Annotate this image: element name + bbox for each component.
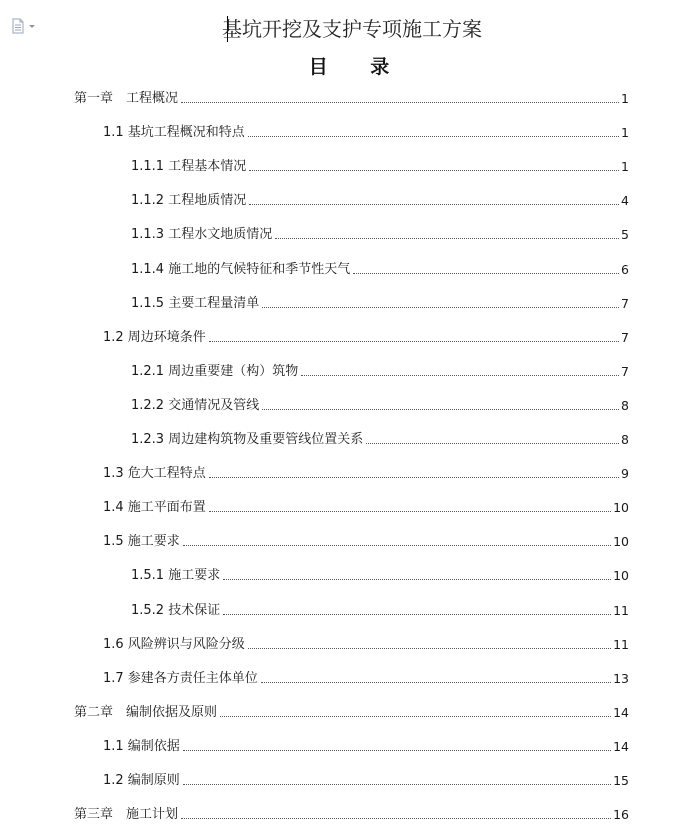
toc-entry-text: 1.1.2 工程地质情况 <box>131 193 247 209</box>
toc-entry[interactable] <box>103 770 629 790</box>
toc-entry-text: 1.7 参建各方责任主体单位 <box>103 670 258 686</box>
toc-page-number: 8 <box>621 397 629 413</box>
toc-page-number: 7 <box>621 329 629 345</box>
toc-page-number: 6 <box>621 261 629 277</box>
toc-entry-text: 1.6 风险辨识与风险分级 <box>103 636 245 652</box>
toc-dot-leader <box>248 648 611 649</box>
toc-entry-text: 1.2 周边环境条件 <box>103 329 206 345</box>
toc-entry[interactable] <box>131 565 629 585</box>
toc-dot-leader <box>223 614 611 615</box>
toc-entry-text: 1.5.2 技术保证 <box>131 602 221 618</box>
toc-entry[interactable] <box>103 122 629 142</box>
toc-dot-leader <box>275 238 619 239</box>
toc-entry-text: 1.2 编制原则 <box>103 773 180 788</box>
toc-entry-text: 1.2.3 周边建构筑物及重要管线位置关系 <box>131 432 364 447</box>
toc-dot-leader <box>353 273 619 274</box>
toc-dot-leader <box>209 511 611 512</box>
toc-entry[interactable] <box>131 190 629 210</box>
toc-page-number: 16 <box>613 807 629 823</box>
toc-dot-leader <box>248 136 619 137</box>
toc-entry[interactable] <box>74 702 629 722</box>
document-title[interactable]: 基坑开挖及支护专项施工方案 <box>222 17 482 41</box>
toc-dot-leader <box>249 204 619 205</box>
toc-dot-leader <box>223 579 611 580</box>
toc-entry[interactable] <box>131 259 629 279</box>
toc-dot-leader <box>301 375 619 376</box>
toc-page-number: 14 <box>613 704 629 720</box>
toc-entry-text: 1.1.5 主要工程量清单 <box>131 295 260 311</box>
toc-page-number: 9 <box>621 466 629 482</box>
toc-entry-text: 1.1.4 施工地的气候特征和季节性天气 <box>131 261 351 277</box>
toc-entry[interactable] <box>103 531 629 551</box>
toc-entry[interactable] <box>103 497 629 517</box>
toc-page-number: 7 <box>621 295 629 311</box>
toc-page-number: 1 <box>621 91 629 106</box>
toc-dot-leader <box>209 477 619 478</box>
toc-page-number: 14 <box>613 738 629 754</box>
toc-entry-text: 1.2.2 交通情况及管线 <box>131 397 260 413</box>
toc-dot-leader <box>181 102 619 103</box>
toc-page-number: 10 <box>613 568 629 584</box>
toc-entry[interactable] <box>131 224 629 244</box>
toc-dot-leader <box>366 443 619 444</box>
toc-page-number: 10 <box>613 500 629 516</box>
toc-entry-text: 第一章 工程概况 <box>74 91 179 106</box>
toc-dot-leader <box>183 545 611 546</box>
toc-entry[interactable] <box>103 327 629 347</box>
toc-page-number: 8 <box>621 432 629 447</box>
toc-entry-text: 第三章 施工计划 <box>74 807 179 823</box>
toc-entry-text: 1.1.3 工程水文地质情况 <box>131 227 273 243</box>
toc-dot-leader <box>220 716 611 717</box>
toc-dot-leader <box>249 170 619 171</box>
toc-entry[interactable] <box>103 634 629 654</box>
toc-entry-text: 1.1.1 工程基本情况 <box>131 159 247 175</box>
toc-entry-text: 1.5.1 施工要求 <box>131 568 221 584</box>
toc-page-number: 13 <box>613 670 629 686</box>
toc-entry-text: 第二章 编制依据及原则 <box>74 704 218 720</box>
toc-entry[interactable] <box>131 600 629 620</box>
toc-entry[interactable] <box>74 88 629 108</box>
toc-dot-leader <box>261 682 611 683</box>
toc-page-number: 4 <box>621 193 629 209</box>
toc-entry-text: 1.2.1 周边重要建（构）筑物 <box>131 363 299 379</box>
toc-entry[interactable] <box>131 361 629 381</box>
toc-page-number: 15 <box>613 773 629 788</box>
toc-page-number: 10 <box>613 534 629 550</box>
toc-page-number: 11 <box>613 636 629 652</box>
toc-dot-leader <box>262 307 619 308</box>
toc-page-number: 7 <box>621 363 629 379</box>
toc-dot-leader <box>183 784 611 785</box>
toc-dot-leader <box>183 750 611 751</box>
toc-entry[interactable] <box>103 736 629 756</box>
toc-page-number: 1 <box>621 125 629 141</box>
toc-entry[interactable] <box>131 293 629 313</box>
toc-entry[interactable] <box>131 429 629 449</box>
toc-entry[interactable] <box>131 156 629 176</box>
toc-entry-text: 1.1 编制依据 <box>103 738 180 754</box>
toc-entry-text: 1.3 危大工程特点 <box>103 466 206 482</box>
toc-dot-leader <box>262 409 619 410</box>
toc-page-number: 1 <box>621 159 629 175</box>
toc-heading[interactable]: 目 录 <box>308 56 408 78</box>
toc-entry-text: 1.1 基坑工程概况和特点 <box>103 125 245 141</box>
toc-dot-leader <box>181 818 611 819</box>
toc-dot-leader <box>209 341 619 342</box>
toc-entry[interactable] <box>103 463 629 483</box>
toc-entry[interactable] <box>74 804 629 824</box>
toc-entry[interactable] <box>103 668 629 688</box>
toc-page-number: 11 <box>613 602 629 618</box>
toc-entry-text: 1.4 施工平面布置 <box>103 500 206 516</box>
toc-entry[interactable] <box>131 395 629 415</box>
toc-page-number: 5 <box>621 227 629 243</box>
toc-entry-text: 1.5 施工要求 <box>103 534 180 550</box>
